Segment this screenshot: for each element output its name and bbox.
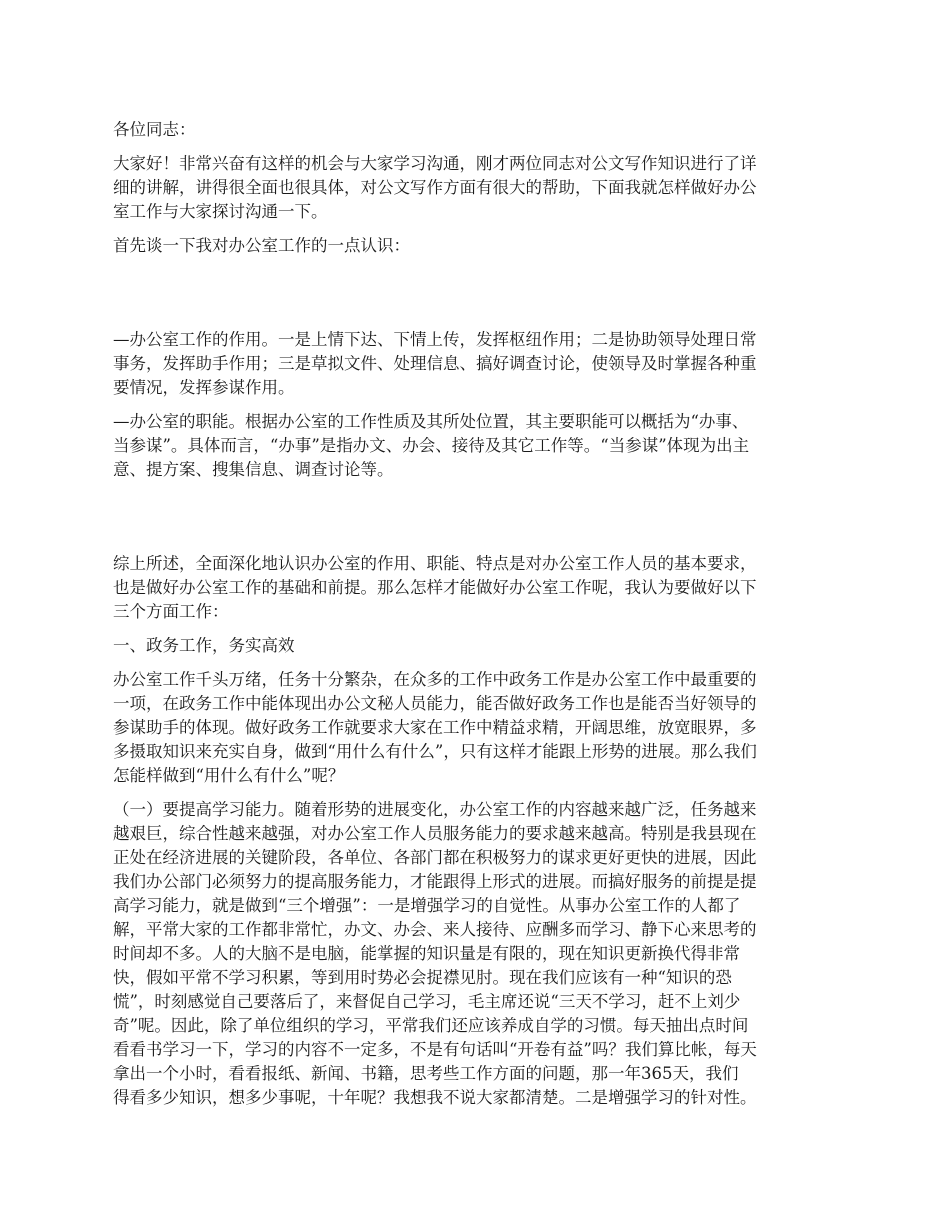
body-paragraph-1: 办公室工作千头万绪，任务十分繁杂，在众多的工作中政务工作是办公室工作中最重要的 一项，在政务工作中能体现出办公文秘人员能力，能否做好政务工作也是能否当好领导的 参谋助手的体现。做好政务工作就要求大家在工作中精益求精，开阔思维，放宽眼界，多 多摄取知识来充实自身，做到“用什么有什么”，只有这样才能跟上形势的进展。那么我们 怎能样做到“用什么有什么”呢？ [113,670,757,785]
document-page [113,118,843,1110]
body-paragraph-2: （一）要提高学习能力。随着形势的进展变化，办公室工作的内容越来越广泛，任务越来 越艰巨，综合性越来越强，对办公室工作人员服务能力的要求越来越高。特别是我县现在 正处在经济进展的关键阶段，各单位、各部门都在积极努力的谋求更好更快的进展，因此 我们办公部门必须努力的提高服务能力，才能跟得上形式的进展。而搞好服务的前提是提 高学习能力，就是做到“三个增强”：一是增强学习的自觉性。从事办公室工作的人都了 解，平常大家的工作都非常忙，办文、办会、来人接待、应酬多而学习、静下心来思考的 时间却不多。人的大脑不是电脑，能掌握的知识量是有限的，现在知识更新换代得非常 快，假如平常不学习积累，等到用时势必会捉襟见肘。现在我们应该有一种“知识的恐 慌”，时刻感觉自己要落后了，来督促自己学习，毛主席还说“三天不学习，赶不上刘少 奇”呢。因此，除了单位组织的学习，平常我们还应该养成自学的习惯。每天抽出点时间 看看书学习一下，学习的内容不一定多，不是有句话叫“开卷有益”吗？我们算比帐，每天 拿出一个小时，看看报纸、新闻、书籍，思考些工作方面的问题，那一年365天，我们 得看多少知识，想多少事呢，十年呢？我想我不说大家都清楚。二是增强学习的针对性。 [113,800,757,1107]
role-paragraph: —办公室工作的作用。一是上情下达、下情上传，发挥枢纽作用；二是协助领导处理日常 事务，发挥助手作用；三是草拟文件、处理信息、搞好调查讨论，使领导及时掌握各种重 要情况，发挥参谋作用。 [113,330,757,397]
section-heading: 一、政务工作，务实高效 [113,636,295,655]
intro-paragraph: 大家好！非常兴奋有这样的机会与大家学习沟通，刚才两位同志对公文写作知识进行了详 细的讲解，讲得很全面也很具体，对公文写作方面有很大的帮助，下面我就怎样做好办公 室工作与大家探讨沟通一下。 [113,154,757,221]
summary-paragraph: 综上所述，全面深化地认识办公室的作用、职能、特点是对办公室工作人员的基本要求， 也是做好办公室工作的基础和前提。那么怎样才能做好办公室工作呢，我认为要做好以下 三个方面工作： [113,554,757,621]
function-paragraph: —办公室的职能。根据办公室的工作性质及其所处位置，其主要职能可以概括为“办事、 当参谋”。具体而言，“办事”是指办文、办会、接待及其它工作等。“当参谋”体现为出主 意、提方案、搜集信息、调查讨论等。 [113,412,750,479]
greeting: 各位同志： [113,120,196,139]
lead-paragraph: 首先谈一下我对办公室工作的一点认识： [113,236,410,255]
